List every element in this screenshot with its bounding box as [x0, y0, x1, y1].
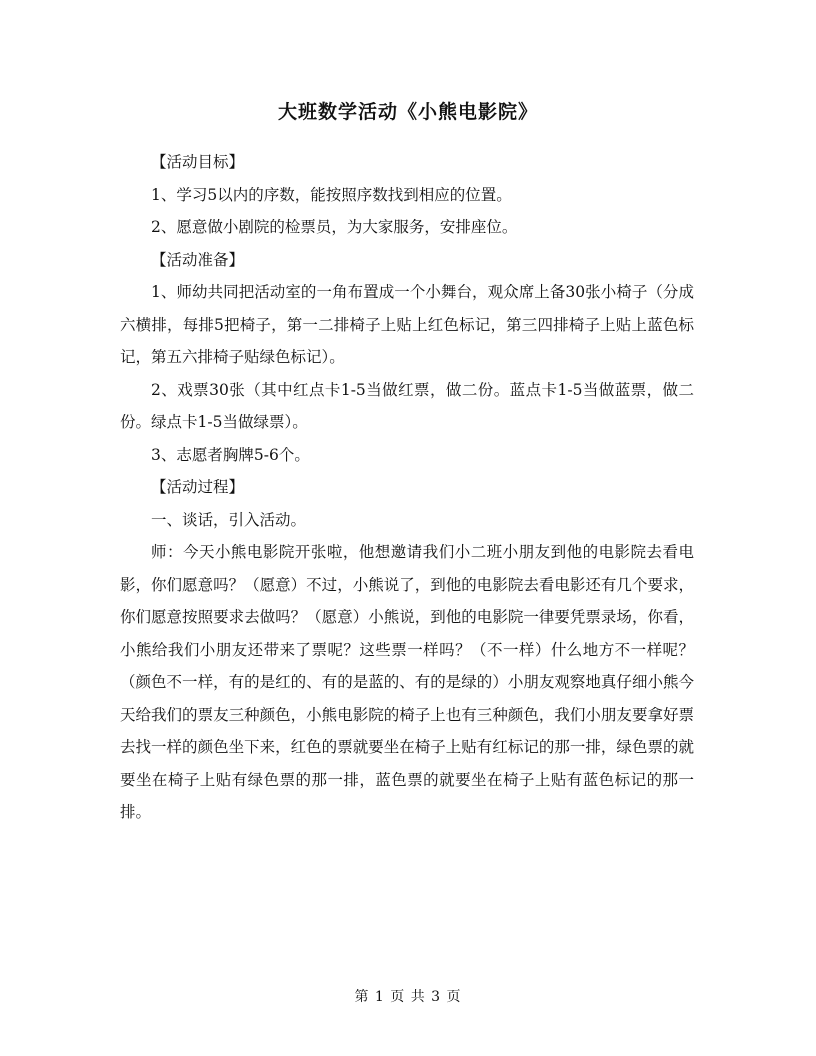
document-body — [120, 146, 694, 829]
paragraph-prep-1: 1、师幼共同把活动室的一角布置成一个小舞台，观众席上备30张小椅子（分成六横排，每排5把椅子，第一二排椅子上贴上红色标记，第三四排椅子上贴上蓝色标记，第五六排椅子贴绿色标记）。 — [120, 283, 694, 366]
section-heading-goals: 【活动目标】 — [151, 153, 245, 171]
section-heading-preparation: 【活动准备】 — [151, 250, 245, 269]
paragraph-goal-2: 2、愿意做小剧院的检票员，为大家服务，安排座位。 — [151, 218, 518, 236]
document-title: 大班数学活动《小熊电影院》 — [277, 101, 538, 123]
page-number: 第 1 页 共 3 页 — [354, 989, 462, 1005]
paragraph-teacher-speech: 师：今天小熊电影院开张啦，他想邀请我们小二班小朋友到他的电影院去看电影，你们愿意吗？（愿意）不过，小熊说了，到他的电影院去看电影还有几个要求，你们愿意按照要求去做吗？（愿意）小熊说，到他的电影院一律要凭票录场，你看，小熊给我们小朋友还带来了票呢？这些票一样吗？（不一样）什么地方不一样呢？（颜色不一样，有的是红的、有的是蓝的、有的是绿的）小朋友观察地真仔细小熊今天给我们的票友三种颜色，小熊电影院的椅子上也有三种颜色，我们小朋友要拿好票去找一样的颜色坐下来，红色的票就要坐在椅子上贴有红标记的那一排，绿色票的就要坐在椅子上贴有绿色票的那一排，蓝色票的就要坐在椅子上贴有蓝色标记的那一排。 — [120, 543, 694, 821]
section-heading-process: 【活动过程】 — [151, 478, 245, 496]
paragraph-goal-1: 1、学习5以内的序数，能按照序数找到相应的位置。 — [151, 185, 512, 204]
paragraph-process-1: 一、谈话，引入活动。 — [151, 510, 307, 529]
paragraph-prep-2: 2、戏票30张（其中红点卡1-5当做红票，做二份。蓝点卡1-5当做蓝票，做二份。绿点卡1-5当做绿票）。 — [120, 380, 694, 431]
paragraph-prep-3: 3、志愿者胸牌5-6个。 — [151, 445, 310, 464]
